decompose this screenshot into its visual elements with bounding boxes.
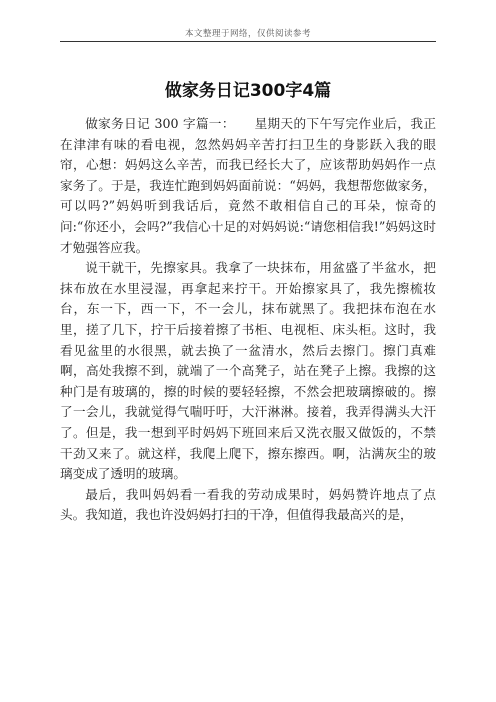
body-paragraph-3: 最后，我叫妈妈看一看我的劳动成果时，妈妈赞许地点了点头。我知道，我也许没妈妈打扫的干净，但值得我最高兴的是， bbox=[60, 486, 436, 523]
body-paragraph-1: 做家务日记 300 字篇一： 星期天的下午写完作业后，我正在津津有味的看电视，忽然妈妈辛苦打扫卫生的身影跃入我的眼帘，心想：妈妈这么辛苦，而我已经长大了，应该帮助妈妈作一点家务了。于是，我连忙跑到妈妈面前说：“妈妈，我想帮您做家务，可以吗?”妈妈听到我话后，竟然不敢相信自己的耳朵，惊奇的问:“你还小，会吗?”我信心十足的对妈妈说:“请您相信我!”妈妈这时才勉强答应我。 bbox=[60, 116, 436, 255]
page-header: 本文整理于网络，仅供阅读参考 bbox=[184, 29, 311, 39]
document-title: 做家务日记300字4篇 bbox=[164, 81, 332, 101]
header-divider bbox=[60, 41, 436, 42]
body-paragraph-2: 说干就干，先擦家具。我拿了一块抹布，用盆盛了半盆水，把抹布放在水里浸湿，再拿起来拧干。开始擦家具了，我先擦梳妆台，东一下，西一下，不一会儿，抹布就黑了。我把抹布泡在水里，搓了几下，拧干后接着擦了书柜、电视柜、床头柜。这时，我看见盆里的水很黑，就去换了一盆清水，然后去擦门。擦门真难啊，高处我擦不到，就端了一个高凳子，站在凳子上擦。我擦的这种门是有玻璃的，擦的时候的要轻轻擦，不然会把玻璃擦破的。擦了一会儿，我就觉得气喘吁吁，大汗淋淋。接着，我弄得满头大汗了。但是，我一想到平时妈妈下班回来后又洗衣服又做饭的，不禁干劲又来了。就这样，我爬上爬下，擦东擦西。啊，沾满灰尘的玻璃变成了透明的玻璃。 bbox=[60, 260, 436, 482]
document-body bbox=[60, 114, 436, 526]
